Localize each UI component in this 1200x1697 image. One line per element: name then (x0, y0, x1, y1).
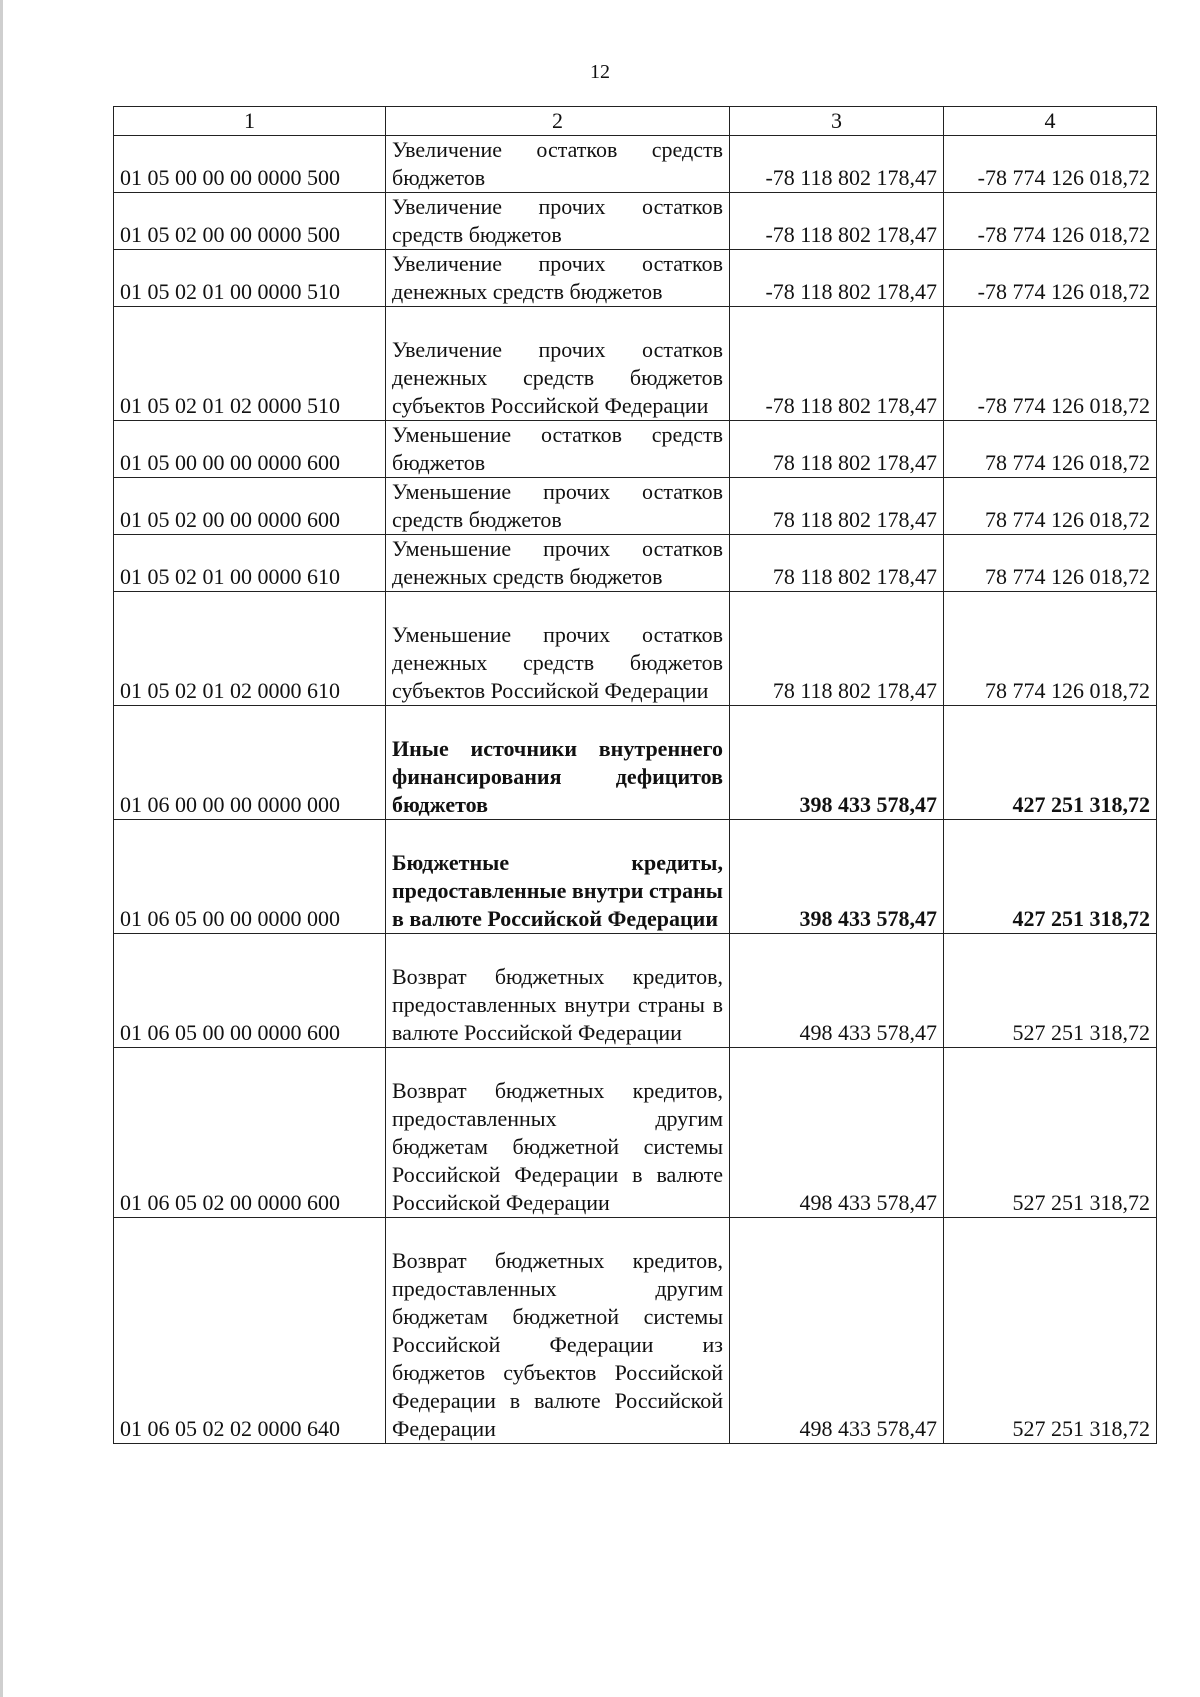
scan-edge (0, 0, 3, 1697)
table-row (114, 934, 1157, 1048)
row-value-col3: 78 118 802 178,47 (730, 535, 944, 592)
header-col-2: 2 (386, 107, 730, 136)
row-name: Увеличение прочих остатков средств бюджетов (386, 193, 730, 250)
table-row (114, 706, 1157, 820)
table-row (114, 1218, 1157, 1444)
table-row (114, 592, 1157, 706)
row-code: 01 06 05 00 00 0000 000 (114, 820, 386, 934)
table-row (114, 307, 1157, 421)
header-col-1: 1 (114, 107, 386, 136)
row-name: Возврат бюджетных кредитов, предоставленных другим бюджетам бюджетной системы Российской Федерации из бюджетов субъектов Российской Федерации в валюте Российской Федерации (386, 1218, 730, 1444)
row-code: 01 06 05 02 00 0000 600 (114, 1048, 386, 1218)
header-col-4: 4 (944, 107, 1157, 136)
table-row (114, 250, 1157, 307)
row-value-col4: 427 251 318,72 (944, 706, 1157, 820)
row-value-col4: -78 774 126 018,72 (944, 193, 1157, 250)
row-value-col4: -78 774 126 018,72 (944, 136, 1157, 193)
row-name: Бюджетные кредиты, предоставленные внутри страны в валюте Российской Федерации (386, 820, 730, 934)
row-value-col4: 527 251 318,72 (944, 934, 1157, 1048)
row-name: Уменьшение прочих остатков средств бюджетов (386, 478, 730, 535)
table-row (114, 1048, 1157, 1218)
row-name: Иные источники внутреннего финансирования дефицитов бюджетов (386, 706, 730, 820)
table-row (114, 193, 1157, 250)
row-value-col4: 78 774 126 018,72 (944, 535, 1157, 592)
row-code: 01 05 02 01 02 0000 510 (114, 307, 386, 421)
row-code: 01 06 05 02 02 0000 640 (114, 1218, 386, 1444)
row-code: 01 05 02 00 00 0000 600 (114, 478, 386, 535)
table-row (114, 478, 1157, 535)
row-value-col3: 398 433 578,47 (730, 706, 944, 820)
row-name: Возврат бюджетных кредитов, предоставленных другим бюджетам бюджетной системы Российской Федерации в валюте Российской Федерации (386, 1048, 730, 1218)
page-number: 12 (590, 61, 610, 83)
row-value-col3: 78 118 802 178,47 (730, 421, 944, 478)
row-value-col4: -78 774 126 018,72 (944, 307, 1157, 421)
row-value-col4: 78 774 126 018,72 (944, 592, 1157, 706)
table-body (114, 136, 1157, 1444)
row-name: Увеличение прочих остатков денежных средств бюджетов (386, 250, 730, 307)
row-code: 01 05 02 01 02 0000 610 (114, 592, 386, 706)
table-row (114, 421, 1157, 478)
row-value-col3: -78 118 802 178,47 (730, 136, 944, 193)
table-row (114, 820, 1157, 934)
row-value-col4: 527 251 318,72 (944, 1048, 1157, 1218)
row-value-col4: 78 774 126 018,72 (944, 478, 1157, 535)
row-code: 01 06 00 00 00 0000 000 (114, 706, 386, 820)
row-value-col3: 78 118 802 178,47 (730, 478, 944, 535)
row-name: Уменьшение остатков средств бюджетов (386, 421, 730, 478)
row-value-col3: 398 433 578,47 (730, 820, 944, 934)
row-value-col3: 498 433 578,47 (730, 1048, 944, 1218)
table-row (114, 535, 1157, 592)
table-row (114, 136, 1157, 193)
row-name: Увеличение остатков средств бюджетов (386, 136, 730, 193)
row-value-col3: -78 118 802 178,47 (730, 250, 944, 307)
row-name: Уменьшение прочих остатков денежных средств бюджетов субъектов Российской Федерации (386, 592, 730, 706)
row-code: 01 05 02 01 00 0000 610 (114, 535, 386, 592)
table-header (114, 107, 1157, 136)
header-row (114, 107, 1157, 136)
row-name: Уменьшение прочих остатков денежных средств бюджетов (386, 535, 730, 592)
row-value-col4: 527 251 318,72 (944, 1218, 1157, 1444)
row-name: Увеличение прочих остатков денежных средств бюджетов субъектов Российской Федерации (386, 307, 730, 421)
row-code: 01 05 02 00 00 0000 500 (114, 193, 386, 250)
row-value-col4: 78 774 126 018,72 (944, 421, 1157, 478)
row-code: 01 05 00 00 00 0000 600 (114, 421, 386, 478)
row-value-col3: 498 433 578,47 (730, 1218, 944, 1444)
header-col-3: 3 (730, 107, 944, 136)
row-value-col3: -78 118 802 178,47 (730, 307, 944, 421)
row-value-col4: -78 774 126 018,72 (944, 250, 1157, 307)
budget-sources-table (113, 106, 1157, 1444)
row-value-col3: 78 118 802 178,47 (730, 592, 944, 706)
row-value-col3: 498 433 578,47 (730, 934, 944, 1048)
row-code: 01 06 05 00 00 0000 600 (114, 934, 386, 1048)
row-value-col4: 427 251 318,72 (944, 820, 1157, 934)
row-value-col3: -78 118 802 178,47 (730, 193, 944, 250)
row-name: Возврат бюджетных кредитов, предоставленных внутри страны в валюте Российской Федерации (386, 934, 730, 1048)
row-code: 01 05 00 00 00 0000 500 (114, 136, 386, 193)
row-code: 01 05 02 01 00 0000 510 (114, 250, 386, 307)
